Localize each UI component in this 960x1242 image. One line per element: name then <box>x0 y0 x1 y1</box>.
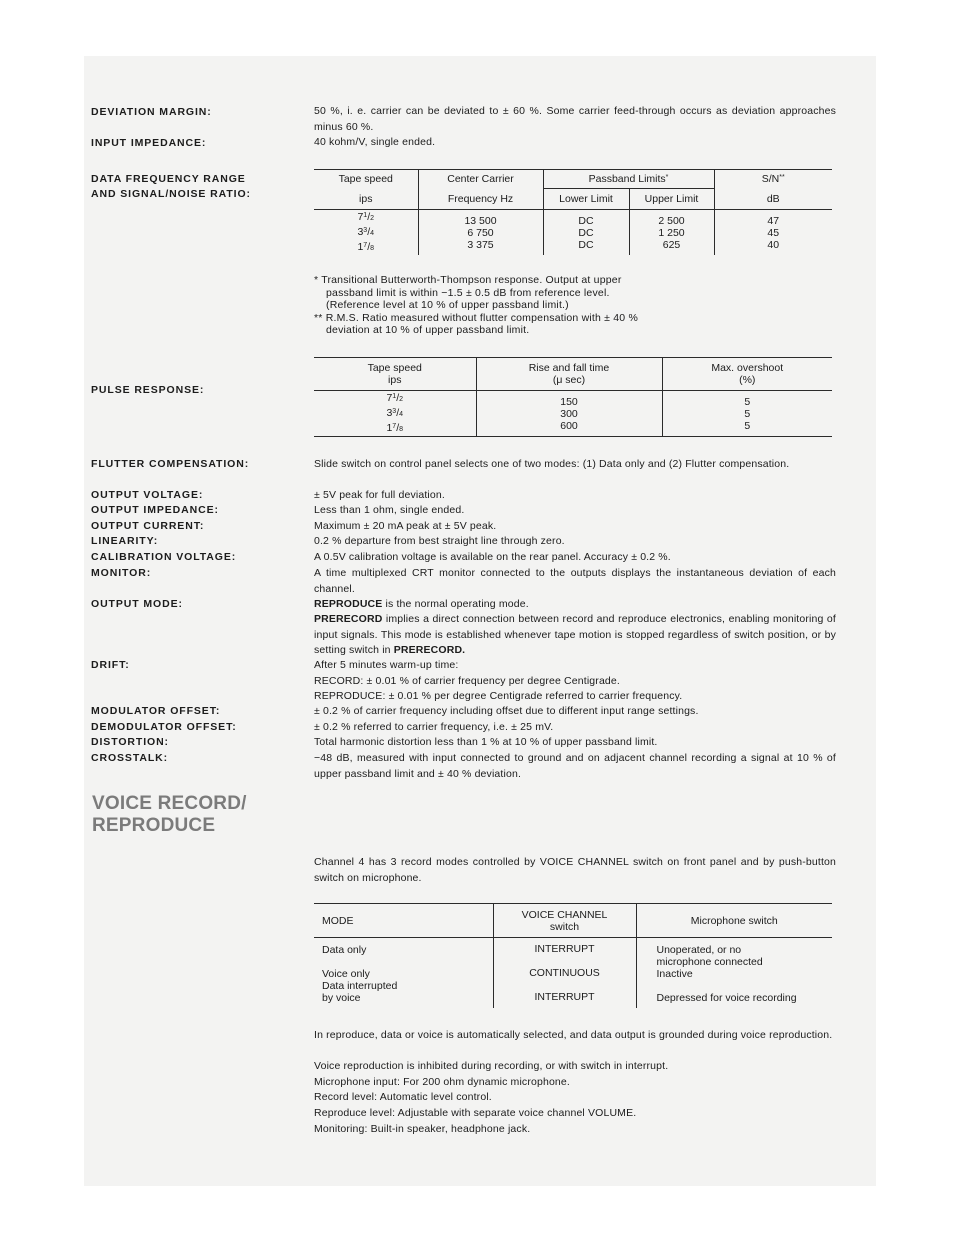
input-impedance-value: 40 kohm/V, single ended. <box>314 136 436 148</box>
footnote-line: ** R.M.S. Ratio measured without flutter compensation with ± 40 % <box>314 311 638 324</box>
center-freq-value: 6 750 <box>467 226 494 239</box>
sn-label: S/N <box>761 173 780 186</box>
header-microphone-switch: Microphone switch <box>636 904 832 938</box>
center-freq-value: 13 500 <box>464 214 497 227</box>
header-lower-limit: Lower Limit <box>543 189 629 210</box>
upper-limit-value: 625 <box>662 238 681 251</box>
flutter-compensation-value: Slide switch on control panel selects one of two modes: (1) Data only and (2) Flutter compensation. <box>314 458 790 470</box>
mic-depressed: Depressed for voice recording <box>656 992 797 1004</box>
voice-para-reproduce-level: Reproduce level: Adjustable with separate voice channel VOLUME. <box>314 1107 637 1119</box>
freq-col-upper <box>629 210 714 256</box>
label-drift: DRIFT: <box>91 659 130 671</box>
header-line: Rise and fall time <box>528 362 610 374</box>
label-monitor: MONITOR: <box>91 567 152 579</box>
label-signal-noise-ratio: AND SIGNAL/NOISE RATIO: <box>91 188 251 200</box>
header-tape-speed-ips <box>314 358 476 391</box>
label-flutter-compensation: FLUTTER COMPENSATION: <box>91 458 250 470</box>
label-modulator-offset: MODULATOR OFFSET: <box>91 705 221 717</box>
drift-line: RECORD: ± 0.01 % of carrier frequency per degree Centigrade. <box>314 674 620 687</box>
header-db: dB <box>714 189 832 210</box>
sn-value: 47 <box>767 214 780 227</box>
header-line: Max. overshoot <box>711 362 784 374</box>
voice-mode-table <box>314 903 832 1008</box>
freq-col-center <box>418 210 543 256</box>
header-signal-noise <box>714 170 832 189</box>
freq-col-sn <box>714 210 832 256</box>
header-center-carrier: Center Carrier <box>418 170 543 189</box>
voice-intro: Channel 4 has 3 record modes controlled by VOICE CHANNEL switch on front panel and by push-button switch on microphone. <box>314 856 836 884</box>
drift-value <box>314 658 836 705</box>
label-pulse-response: PULSE RESPONSE: <box>91 384 205 396</box>
label-crosstalk: CROSSTALK: <box>91 752 169 764</box>
drift-line: REPRODUCE: ± 0.01 % per degree Centigrade referred to carrier frequency. <box>314 690 683 702</box>
footnote-line: (Reference level at 10 % of upper passband limit.) <box>326 299 569 311</box>
label-linearity: LINEARITY: <box>91 535 159 547</box>
rise-time-value: 150 <box>560 395 578 408</box>
voice-heading-line-1: VOICE RECORD/ <box>92 793 247 814</box>
label-output-voltage: OUTPUT VOLTAGE: <box>91 489 204 501</box>
header-upper-limit: Upper Limit <box>629 189 714 210</box>
modulator-offset-value: ± 0.2 % of carrier frequency including offset due to different input range settings. <box>314 705 699 717</box>
prerecord-keyword: PRERECORD <box>314 613 383 625</box>
linearity-value: 0.2 % departure from best straight line through zero. <box>314 535 565 547</box>
rise-time-value: 600 <box>560 419 578 432</box>
reproduce-keyword: REPRODUCE <box>314 598 383 610</box>
overshoot-value: 5 <box>744 407 751 420</box>
footnote-line: * Transitional Butterworth-Thompson response. Output at upper <box>314 274 622 286</box>
label-input-impedance: INPUT IMPEDANCE: <box>91 137 207 149</box>
label-demodulator-offset: DEMODULATOR OFFSET: <box>91 721 237 733</box>
footnote-line: deviation at 10 % of upper passband limit. <box>326 324 530 336</box>
sn-value: 40 <box>767 238 780 251</box>
mode-voice-only: Voice only <box>322 968 370 980</box>
table-footnotes <box>314 274 714 337</box>
output-mode-reproduce <box>314 597 836 613</box>
output-voltage-value: ± 5V peak for full deviation. <box>314 489 445 501</box>
demodulator-offset-value: ± 0.2 % referred to carrier frequency, i.e. ± 25 mV. <box>314 721 554 733</box>
header-line: VOICE CHANNEL <box>521 908 608 921</box>
header-frequency-hz: Frequency Hz <box>418 189 543 210</box>
crosstalk-value: −48 dB, measured with input connected to ground and on adjacent channel recording a signal at 10 % of upper passband limit and ± 40 % deviation. <box>314 752 836 780</box>
monitor-value: A time multiplexed CRT monitor connected to the outputs displays the instantaneous deviation of each channel. <box>314 567 836 595</box>
prerecord-text: implies a direct connection between record and reproduce electronics, enabling monitoring of input signals. This mode is established whenever tape motion is stopped regardless of switch position, or by setting switch in <box>314 613 836 656</box>
pulse-col-speed <box>314 391 476 437</box>
mode-column <box>314 938 493 1008</box>
voice-channel-column <box>493 938 636 1008</box>
speed-7-1-2: $7^1/2$ <box>386 392 404 404</box>
voice-para-monitoring: Monitoring: Built-in speaker, headphone jack. <box>314 1123 531 1135</box>
deviation-margin-value: 50 %, i. e. carrier can be deviated to ± 60 %. Some carrier feed-through occurs as deviation approaches minus 60 %. <box>314 105 836 133</box>
mic-inactive: Inactive <box>656 968 693 980</box>
speed-1-7-8: $1^7/8$ <box>357 241 375 253</box>
mode-data-interrupted: Data interrupted <box>322 980 398 992</box>
output-impedance-value: Less than 1 ohm, single ended. <box>314 504 465 516</box>
upper-limit-value: 2 500 <box>658 214 685 227</box>
frequency-range-table <box>314 169 832 255</box>
header-rise-fall-time <box>476 358 662 391</box>
overshoot-value: 5 <box>744 419 751 432</box>
drift-line: After 5 minutes warm-up time: <box>314 659 459 671</box>
header-line: ips <box>388 374 402 386</box>
speed-3-3-4: $3^3/4$ <box>386 407 404 419</box>
voice-para-microphone-input: Microphone input: For 200 ohm dynamic microphone. <box>314 1076 570 1088</box>
rise-time-value: 300 <box>560 407 578 420</box>
speed-3-3-4: $3^3/4$ <box>357 226 375 238</box>
freq-col-lower <box>543 210 629 256</box>
mic-unoperated: Unoperated, or no <box>656 944 742 956</box>
header-tape-speed: Tape speed <box>314 170 418 189</box>
voice-para-reproduce: In reproduce, data or voice is automatically selected, and data output is grounded during voice reproduction. <box>314 1029 833 1041</box>
mic-unoperated-line-2: microphone connected <box>656 956 763 968</box>
label-output-impedance: OUTPUT IMPEDANCE: <box>91 504 219 516</box>
overshoot-value: 5 <box>744 395 751 408</box>
lower-limit-value: DC <box>578 214 594 227</box>
switch-interrupt: INTERRUPT <box>534 943 595 955</box>
label-data-frequency-range: DATA FREQUENCY RANGE <box>91 173 246 185</box>
header-line: (%) <box>739 374 756 386</box>
output-mode-prerecord <box>314 612 836 659</box>
prerecord-keyword-end: PRERECORD. <box>393 644 466 656</box>
output-current-value: Maximum ± 20 mA peak at ± 5V peak. <box>314 520 497 532</box>
header-max-overshoot <box>662 358 832 391</box>
header-line: Tape speed <box>367 362 422 374</box>
header-line: (μ sec) <box>552 374 586 386</box>
calibration-voltage-value: A 0.5V calibration voltage is available on the rear panel. Accuracy ± 0.2 %. <box>314 551 671 563</box>
passband-label: Passband Limits <box>588 173 666 185</box>
mode-data-interrupted-line-2: by voice <box>322 992 361 1004</box>
freq-col-speed <box>314 210 418 256</box>
speed-7-1-2: $7^1/2$ <box>357 211 375 223</box>
footnote-line: passband limit is within −1.5 ± 0.5 dB from reference level. <box>326 286 610 299</box>
sn-value: 45 <box>767 226 780 239</box>
microphone-column <box>636 938 832 1008</box>
reproduce-text: is the normal operating mode. <box>382 598 529 610</box>
center-freq-value: 3 375 <box>467 238 494 251</box>
label-deviation-margin: DEVIATION MARGIN: <box>91 106 212 118</box>
mode-data-only: Data only <box>322 944 367 956</box>
header-ips: ips <box>314 189 418 210</box>
distortion-value: Total harmonic distortion less than 1 % at 10 % of upper passband limit. <box>314 736 658 748</box>
voice-para-record-level: Record level: Automatic level control. <box>314 1091 492 1103</box>
label-calibration-voltage: CALIBRATION VOLTAGE: <box>91 551 237 563</box>
voice-section-heading <box>92 793 247 837</box>
sn-footnote-mark: ** <box>779 174 785 182</box>
label-output-mode: OUTPUT MODE: <box>91 598 183 610</box>
header-mode: MODE <box>314 904 493 938</box>
switch-continuous: CONTINUOUS <box>529 967 600 979</box>
pulse-col-rise <box>476 391 662 437</box>
voice-para-inhibited: Voice reproduction is inhibited during recording, or with switch in interrupt. <box>314 1060 669 1072</box>
switch-interrupt: INTERRUPT <box>534 991 595 1003</box>
header-line: switch <box>549 920 580 933</box>
label-distortion: DISTORTION: <box>91 736 169 748</box>
upper-limit-value: 1 250 <box>658 226 685 239</box>
lower-limit-value: DC <box>578 226 594 239</box>
header-voice-channel-switch <box>493 904 636 938</box>
voice-heading-line-2: REPRODUCE <box>92 815 216 836</box>
lower-limit-value: DC <box>578 238 594 251</box>
pulse-col-overshoot <box>662 391 832 437</box>
passband-footnote-mark: * <box>665 174 669 181</box>
speed-1-7-8: $1^7/8$ <box>386 422 404 434</box>
label-output-current: OUTPUT CURRENT: <box>91 520 205 532</box>
header-passband-limits <box>543 170 714 189</box>
pulse-response-table <box>314 357 832 437</box>
